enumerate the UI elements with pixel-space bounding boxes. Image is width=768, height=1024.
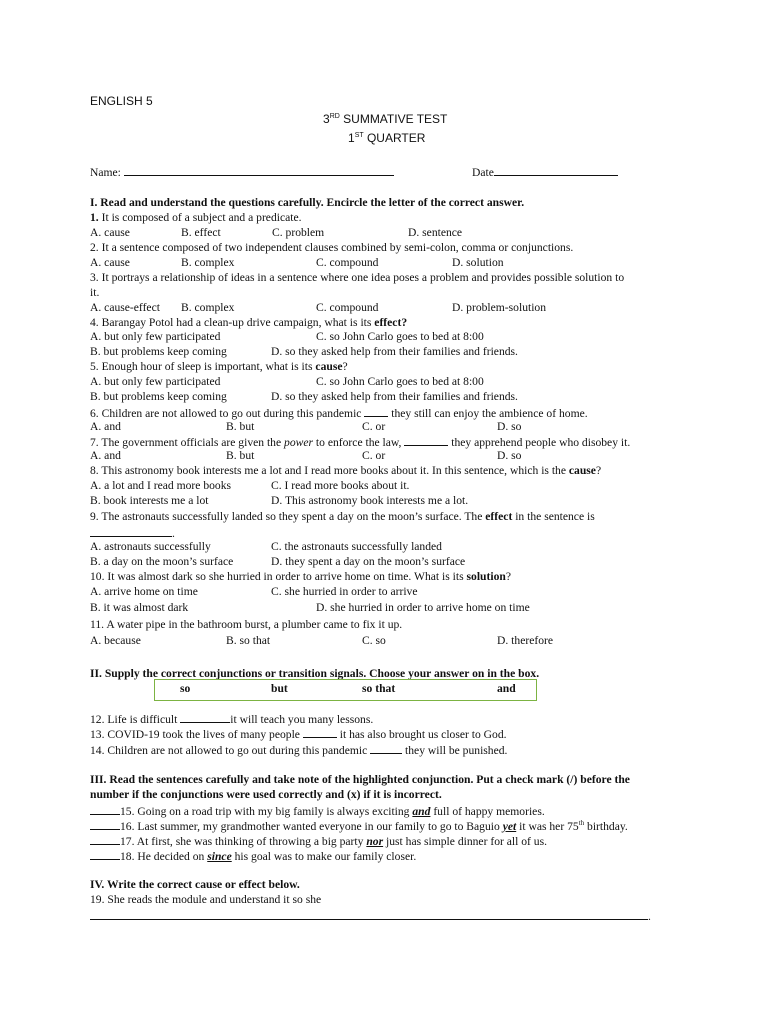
q5-end: ?: [342, 360, 348, 373]
q8-option-a[interactable]: A. a lot and I read more books: [90, 479, 232, 492]
q19-blank[interactable]: [90, 908, 648, 920]
q5-option-d[interactable]: D. so they asked help from their families and friends.: [271, 390, 518, 403]
q17-conjunction: nor: [366, 835, 384, 848]
question-6: [90, 405, 588, 421]
q16-text-mid: it was her 75: [516, 820, 579, 833]
question-10: [90, 570, 511, 584]
q4-option-a[interactable]: A. but only few participated: [90, 330, 221, 343]
q3-option-c[interactable]: C. compound: [316, 301, 379, 314]
q11-option-b[interactable]: B. so that: [226, 634, 271, 647]
q6-option-a[interactable]: A. and: [90, 420, 121, 433]
q4-keyword: effect?: [374, 316, 408, 329]
q11-option-a[interactable]: A. because: [90, 634, 141, 647]
q13-text-end: it has also brought us closer to God.: [336, 728, 507, 741]
q3-option-b[interactable]: B. complex: [181, 301, 235, 314]
q9-text-end: in the sentence is: [512, 510, 595, 523]
question-2: 2. It a sentence composed of two independent clauses combined by semi-colon, comma or conjunctions.: [90, 241, 574, 254]
question-9: [90, 510, 595, 524]
date-label: Date: [472, 166, 494, 179]
part3-title-line1: III. Read the sentences carefully and take note of the highlighted conjunction. Put a check mark (/) before the: [90, 773, 630, 786]
q16-text-end: birthday.: [584, 820, 628, 833]
question-7: [90, 434, 630, 450]
q10-end: ?: [505, 570, 511, 583]
q9-option-c[interactable]: C. the astronauts successfully landed: [271, 540, 442, 553]
q6-option-c[interactable]: C. or: [362, 420, 386, 433]
q4-text: 4. Barangay Potol had a clean-up drive campaign, what is its: [90, 316, 375, 329]
q8-end: ?: [595, 464, 602, 477]
question-18: [90, 848, 416, 864]
q7-blank[interactable]: [404, 434, 448, 446]
word-box-but: but: [271, 682, 288, 695]
q1-option-c[interactable]: C. problem: [272, 226, 325, 239]
q12-text: 12. Life is difficult: [90, 713, 181, 726]
test-title-text: SUMMATIVE TEST: [339, 112, 448, 126]
question-4: [90, 316, 407, 330]
q10-option-d[interactable]: D. she hurried in order to arrive home on time: [316, 601, 530, 614]
q18-text-end: his goal was to make our family closer.: [231, 850, 417, 863]
part4-title: IV. Write the correct cause or effect below.: [90, 878, 300, 891]
q14-text: 14. Children are not allowed to go out during this pandemic: [90, 744, 371, 757]
q13-text: 13. COVID-19 took the lives of many people: [90, 728, 303, 741]
q10-option-a[interactable]: A. arrive home on time: [90, 585, 198, 598]
q17-text-end: just has simple dinner for all of us.: [383, 835, 548, 848]
name-blank[interactable]: [124, 164, 394, 176]
date-blank[interactable]: [494, 164, 618, 176]
q9-option-d[interactable]: D. they spent a day on the moon’s surface: [271, 555, 466, 568]
q18-conjunction: since: [207, 850, 232, 863]
test-title: [323, 112, 447, 126]
part2-title: II. Supply the correct conjunctions or transition signals. Choose your answer on in the box.: [90, 667, 540, 680]
q7-option-b[interactable]: B. but: [226, 449, 255, 462]
question-9-blank-line: [90, 525, 175, 541]
question-3-cont: it.: [90, 286, 100, 299]
q10-option-b[interactable]: B. it was almost dark: [90, 601, 189, 614]
q14-blank[interactable]: [370, 742, 402, 754]
q9-blank[interactable]: [90, 525, 172, 537]
q12-text-end: it will teach you many lessons.: [230, 713, 374, 726]
q1-number: 1.: [90, 211, 99, 224]
q5-text: 5. Enough hour of sleep is important, what is its: [90, 360, 316, 373]
q18-blank[interactable]: [90, 848, 120, 860]
q7-text: 7. The government officials are given the: [90, 436, 285, 449]
name-line: [90, 164, 394, 180]
question-11: 11. A water pipe in the bathroom burst, a plumber came to fix it up.: [90, 618, 403, 631]
q1-text: It is composed of a subject and a predicate.: [98, 211, 302, 224]
q16-blank[interactable]: [90, 818, 120, 830]
question-14: [90, 742, 507, 758]
question-19-answer-line: [90, 908, 651, 924]
q4-option-d[interactable]: D. so they asked help from their families and friends.: [271, 345, 518, 358]
q11-option-d[interactable]: D. therefore: [497, 634, 554, 647]
word-box-so: so: [180, 682, 191, 695]
quarter-title-text: QUARTER: [363, 131, 426, 145]
q4-option-b[interactable]: B. but problems keep coming: [90, 345, 227, 358]
q2-option-d[interactable]: D. solution: [452, 256, 504, 269]
q16-text: 16. Last summer, my grandmother wanted everyone in our family to go to Baguio: [120, 820, 503, 833]
q9-period: .: [172, 527, 175, 540]
question-17: [90, 833, 547, 849]
q10-text: 10. It was almost dark so she hurried in order to arrive home on time. What is its: [90, 570, 467, 583]
q5-option-c[interactable]: C. so John Carlo goes to bed at 8:00: [316, 375, 484, 388]
q15-blank[interactable]: [90, 803, 120, 815]
question-3: 3. It portrays a relationship of ideas in a sentence where one idea poses a problem and provides possible solution to: [90, 271, 625, 284]
question-13: [90, 726, 507, 742]
question-16: [90, 818, 628, 834]
q17-text: 17. At first, she was thinking of throwing a big party: [120, 835, 367, 848]
q7-text-mid: to enforce the law,: [313, 436, 405, 449]
q12-blank[interactable]: [180, 711, 230, 723]
q6-text: 6. Children are not allowed to go out during this pandemic: [90, 407, 365, 420]
q15-text-end: full of happy memories.: [430, 805, 545, 818]
q17-blank[interactable]: [90, 833, 120, 845]
question-15: [90, 803, 545, 819]
q2-option-b[interactable]: B. complex: [181, 256, 235, 269]
q8-text: 8. This astronomy book interests me a lot and I read more books about it. In this sentence, which is the: [90, 464, 569, 477]
q9-option-b[interactable]: B. a day on the moon’s surface: [90, 555, 234, 568]
subject-title: ENGLISH 5: [90, 94, 153, 108]
q13-blank[interactable]: [303, 726, 337, 738]
q7-text-end: they apprehend people who disobey it.: [448, 436, 631, 449]
q7-option-d[interactable]: D. so: [497, 449, 522, 462]
q3-option-d[interactable]: D. problem-solution: [452, 301, 547, 314]
part3-title-line2: number if the conjunctions were used correctly and (x) if it is incorrect.: [90, 788, 442, 801]
q7-italic: power: [284, 436, 314, 449]
q2-option-a[interactable]: A. cause: [90, 256, 130, 269]
q15-text: 15. Going on a road trip with my big family is always exciting: [120, 805, 413, 818]
q6-option-b[interactable]: B. but: [226, 420, 255, 433]
word-box: [154, 679, 537, 701]
q7-option-a[interactable]: A. and: [90, 449, 121, 462]
q16-ordinal-suffix: th: [578, 819, 585, 827]
question-8: [90, 464, 601, 478]
part1-title: I. Read and understand the questions carefully. Encircle the letter of the correct answer.: [90, 196, 525, 209]
q6-blank[interactable]: [364, 405, 388, 417]
question-5: [90, 360, 348, 374]
q11-option-c[interactable]: C. so: [362, 634, 386, 647]
q14-text-end: they will be punished.: [402, 744, 508, 757]
q8-option-b[interactable]: B. book interests me a lot: [90, 494, 209, 507]
q4-option-c[interactable]: C. so John Carlo goes to bed at 8:00: [316, 330, 484, 343]
q15-conjunction: and: [412, 805, 431, 818]
q16-conjunction: yet: [502, 820, 517, 833]
q8-keyword: cause: [568, 464, 596, 477]
question-19: 19. She reads the module and understand it so she: [90, 893, 322, 906]
quarter-number-suffix: ST: [354, 132, 364, 139]
q19-period: .: [648, 910, 651, 923]
q9-option-a[interactable]: A. astronauts successfully: [90, 540, 211, 553]
q9-text: 9. The astronauts successfully landed so they spent a day on the moon’s surface. The: [90, 510, 486, 523]
q10-keyword: solution: [466, 570, 506, 583]
word-box-so-that: so that: [362, 682, 396, 695]
q1-option-d[interactable]: D. sentence: [408, 226, 463, 239]
q10-option-c[interactable]: C. she hurried in order to arrive: [271, 585, 418, 598]
q1-option-b[interactable]: B. effect: [181, 226, 221, 239]
test-number: 3: [323, 112, 330, 126]
q6-text-end: they still can enjoy the ambience of home.: [388, 407, 588, 420]
q18-text: 18. He decided on: [120, 850, 208, 863]
quarter-number: 1: [348, 131, 355, 145]
question-12: [90, 711, 373, 727]
q5-option-b[interactable]: B. but problems keep coming: [90, 390, 227, 403]
quarter-title: [348, 131, 425, 145]
q7-option-c[interactable]: C. or: [362, 449, 386, 462]
q3-option-a[interactable]: A. cause-effect: [90, 301, 160, 314]
date-line: [472, 164, 618, 179]
question-1: [90, 211, 302, 225]
q5-keyword: cause: [315, 360, 343, 373]
q1-option-a[interactable]: A. cause: [90, 226, 130, 239]
name-label: Name:: [90, 166, 121, 179]
q6-option-d[interactable]: D. so: [497, 420, 522, 433]
q5-option-a[interactable]: A. but only few participated: [90, 375, 221, 388]
test-number-suffix: RD: [329, 113, 340, 120]
q8-option-c[interactable]: C. I read more books about it.: [271, 479, 410, 492]
q8-option-d[interactable]: D. This astronomy book interests me a lot.: [271, 494, 469, 507]
q9-keyword: effect: [485, 510, 513, 523]
word-box-and: and: [497, 682, 516, 695]
q2-option-c[interactable]: C. compound: [316, 256, 379, 269]
